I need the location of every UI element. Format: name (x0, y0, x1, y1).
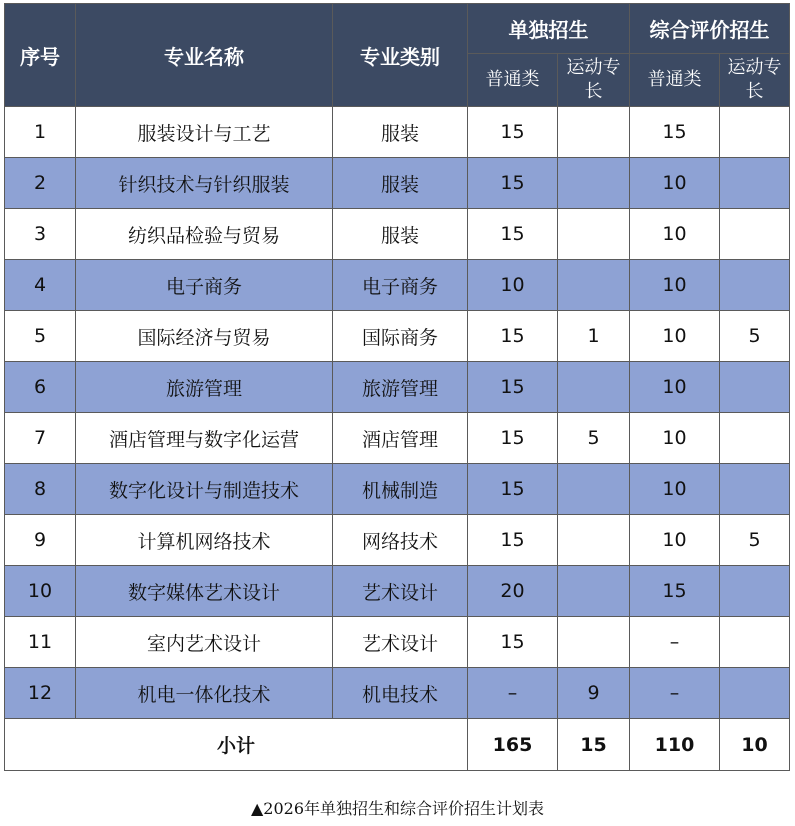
cell-comp-sports: 5 (720, 311, 790, 362)
cell-comp-sports (720, 362, 790, 413)
cell-comp-sports (720, 107, 790, 158)
header-category: 专业类别 (333, 4, 468, 107)
cell-category: 艺术设计 (333, 566, 468, 617)
cell-category: 服装 (333, 158, 468, 209)
cell-single-sports (558, 464, 630, 515)
header-comprehensive-enrollment: 综合评价招生 (630, 4, 790, 54)
cell-category: 机电技术 (333, 668, 468, 719)
cell-single-regular: 10 (468, 260, 558, 311)
cell-category: 旅游管理 (333, 362, 468, 413)
cell-major: 数字媒体艺术设计 (76, 566, 333, 617)
cell-single-regular: 20 (468, 566, 558, 617)
cell-single-sports (558, 515, 630, 566)
header-single-regular: 普通类 (468, 54, 558, 107)
cell-comp-regular: 10 (630, 413, 720, 464)
cell-comp-regular: 15 (630, 107, 720, 158)
cell-single-sports (558, 260, 630, 311)
cell-comp-sports (720, 209, 790, 260)
cell-index: 4 (5, 260, 76, 311)
cell-category: 艺术设计 (333, 617, 468, 668)
cell-index: 10 (5, 566, 76, 617)
cell-single-regular: 15 (468, 107, 558, 158)
cell-single-regular: 15 (468, 617, 558, 668)
cell-major: 纺织品检验与贸易 (76, 209, 333, 260)
cell-comp-sports (720, 464, 790, 515)
cell-single-sports: 1 (558, 311, 630, 362)
cell-category: 国际商务 (333, 311, 468, 362)
cell-comp-sports (720, 668, 790, 719)
total-row (5, 719, 790, 771)
cell-comp-sports (720, 566, 790, 617)
table-row (5, 617, 790, 668)
cell-major: 国际经济与贸易 (76, 311, 333, 362)
table-row (5, 362, 790, 413)
cell-comp-regular: 10 (630, 209, 720, 260)
table-row (5, 413, 790, 464)
cell-single-regular: 15 (468, 413, 558, 464)
cell-comp-regular: 10 (630, 515, 720, 566)
cell-single-regular: 15 (468, 515, 558, 566)
table-row (5, 158, 790, 209)
total-single-sports: 15 (558, 719, 630, 771)
cell-comp-regular: – (630, 617, 720, 668)
table-row (5, 464, 790, 515)
cell-category: 网络技术 (333, 515, 468, 566)
cell-single-sports (558, 107, 630, 158)
cell-index: 12 (5, 668, 76, 719)
cell-category: 服装 (333, 107, 468, 158)
cell-comp-regular: 10 (630, 158, 720, 209)
header-single-sports: 运动专长 (558, 54, 630, 107)
cell-major: 机电一体化技术 (76, 668, 333, 719)
cell-category: 机械制造 (333, 464, 468, 515)
cell-single-regular: 15 (468, 158, 558, 209)
cell-major: 数字化设计与制造技术 (76, 464, 333, 515)
cell-major: 室内艺术设计 (76, 617, 333, 668)
header-single-enrollment: 单独招生 (468, 4, 630, 54)
enrollment-plan-table (4, 3, 790, 771)
header-comp-regular: 普通类 (630, 54, 720, 107)
cell-index: 1 (5, 107, 76, 158)
cell-comp-regular: 15 (630, 566, 720, 617)
total-comp-sports: 10 (720, 719, 790, 771)
cell-single-regular: 15 (468, 209, 558, 260)
cell-single-regular: – (468, 668, 558, 719)
cell-category: 酒店管理 (333, 413, 468, 464)
header-major: 专业名称 (76, 4, 333, 107)
cell-single-regular: 15 (468, 362, 558, 413)
cell-comp-sports (720, 158, 790, 209)
cell-single-regular: 15 (468, 311, 558, 362)
cell-single-sports (558, 617, 630, 668)
table-row (5, 515, 790, 566)
cell-major: 酒店管理与数字化运营 (76, 413, 333, 464)
cell-single-sports (558, 209, 630, 260)
cell-single-sports (558, 566, 630, 617)
cell-single-sports: 5 (558, 413, 630, 464)
header-comp-sports: 运动专长 (720, 54, 790, 107)
cell-index: 6 (5, 362, 76, 413)
table-row (5, 107, 790, 158)
table-row (5, 260, 790, 311)
table-row (5, 668, 790, 719)
cell-category: 电子商务 (333, 260, 468, 311)
cell-single-regular: 15 (468, 464, 558, 515)
header-row-top (5, 4, 790, 54)
cell-index: 11 (5, 617, 76, 668)
cell-comp-regular: 10 (630, 260, 720, 311)
table-row (5, 311, 790, 362)
header-index: 序号 (5, 4, 76, 107)
cell-index: 9 (5, 515, 76, 566)
cell-comp-sports (720, 260, 790, 311)
cell-index: 7 (5, 413, 76, 464)
cell-index: 2 (5, 158, 76, 209)
cell-comp-sports (720, 413, 790, 464)
total-comp-regular: 110 (630, 719, 720, 771)
table-body (5, 107, 790, 719)
cell-comp-sports (720, 617, 790, 668)
cell-major: 服装设计与工艺 (76, 107, 333, 158)
cell-index: 3 (5, 209, 76, 260)
table-row (5, 566, 790, 617)
cell-comp-regular: – (630, 668, 720, 719)
cell-single-sports: 9 (558, 668, 630, 719)
cell-index: 5 (5, 311, 76, 362)
cell-major: 针织技术与针织服装 (76, 158, 333, 209)
cell-category: 服装 (333, 209, 468, 260)
cell-major: 旅游管理 (76, 362, 333, 413)
cell-single-sports (558, 362, 630, 413)
cell-comp-regular: 10 (630, 311, 720, 362)
cell-comp-regular: 10 (630, 362, 720, 413)
cell-comp-regular: 10 (630, 464, 720, 515)
total-single-regular: 165 (468, 719, 558, 771)
table-caption: ▲2026年单独招生和综合评价招生计划表 (250, 799, 545, 818)
cell-comp-sports: 5 (720, 515, 790, 566)
cell-major: 计算机网络技术 (76, 515, 333, 566)
total-label: 小计 (5, 719, 468, 771)
table-row (5, 209, 790, 260)
cell-index: 8 (5, 464, 76, 515)
cell-major: 电子商务 (76, 260, 333, 311)
cell-single-sports (558, 158, 630, 209)
